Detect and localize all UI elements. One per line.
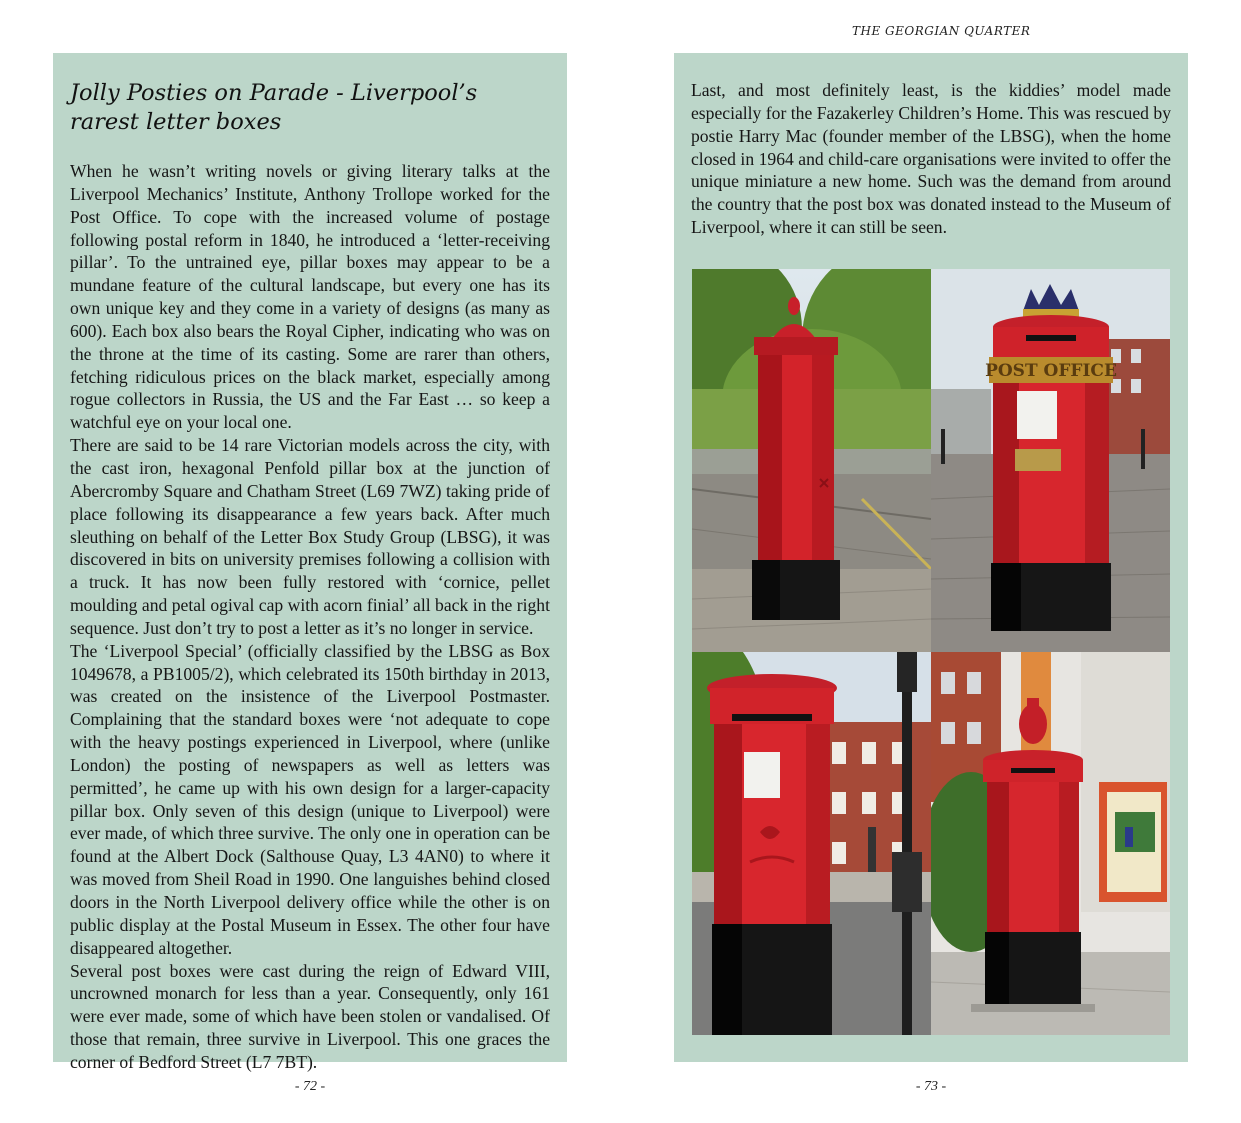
paragraph-kiddies-model: Last, and most definitely least, is the kiddies’ model made especially for the Fazakerley Children’s Home. This was rescued by postie Harry Mac (founder member of the LBSG), when the home closed in 1964 and child-care organisations were invited to offer the unique miniature a new home. Such was the demand from around the country that the post box was donated instead to the Museum of Liverpool, where it can still be seen.	[691, 80, 1171, 238]
paragraph-trollope: When he wasn’t writing novels or giving literary talks at the Liverpool Mechanics’ Institute, Anthony Trollope worked for the Post Office. To cope with the increased volume of postage following postal reform in 1840, he introduced a ‘letter-receiving pillar’. To the untrained eye, pillar boxes may appear to be a mundane feature of the cultural landscape, but every one has its own unique key and they come in a variety of designs (as many as 600). Each box also bears the Royal Cipher, indicating who was on the throne at the time of its casting. Some are rarer than others, fetching ridiculous prices on the black market, especially among rogue collectors in Russia, the US and the Far East … so keep a watchful eye on your local one.	[70, 161, 550, 433]
right-page-body	[691, 79, 1171, 239]
page-number-left: - 72 -	[294, 1079, 326, 1094]
left-page-panel	[53, 53, 567, 1072]
photo-sign-text: POST OFFICE	[985, 361, 1117, 381]
right-page-panel	[674, 53, 1188, 1062]
postbox-photo-grid	[692, 269, 1170, 1035]
paragraph-liverpool-special: The ‘Liverpool Special’ (officially classified by the LBSG as Box 1049678, a PB1005/2), which celebrated its 150th birthday in 2013, was created on the insistence of the Liverpool Postmaster. Complaining that the standard boxes were ‘not adequate to cope with the heavy postings experienced in Liverpool, where (unlike London) the posting of newspapers as well as letters was permitted’, he came up with his own design for a larger-capacity pillar box. Only seven of this design (unique to Liverpool) were ever made, of which three survive. The only one in operation can be found at the Albert Dock (Salthouse Quay, L3 4AN0) to where it was moved from Sheil Road in 1990. One languishes behind closed doors in the North Liverpool delivery office while the other is on public display at the Postal Museum in Essex. The other four have disappeared altogether.	[70, 640, 550, 958]
running-header: THE GEORGIAN QUARTER	[852, 24, 1031, 38]
paragraph-edward-viii: Several post boxes were cast during the reign of Edward VIII, uncrowned monarch for less than a year. Consequently, only 161 were ever made, some of which have been stolen or vandalised. Of those that remain, three survive in Liverpool. This one graces the corner of Bedford Street (L7 7BT).	[70, 960, 550, 1072]
article-title: Jolly Posties on Parade - Liverpool’s rarest letter boxes	[70, 80, 478, 135]
left-page-body	[70, 160, 550, 1074]
photo-childrens-home-postbox	[931, 652, 1170, 1035]
photo-edward-viii-postbox	[692, 652, 931, 1035]
photo-penfold-postbox	[692, 269, 931, 652]
paragraph-victorian-models: There are said to be 14 rare Victorian models across the city, with the cast iron, hexagonal Penfold pillar box at the junction of Abercromby Square and Chatham Street (L69 7WZ) taking pride of place following its disappearance a few years back. After much sleuthing on behalf of the Letter Box Study Group (LBSG), it was discovered in bits on university premises following a collision with a truck. It has now been fully restored with ‘cornice, pellet moulding and petal ogival cap with acorn finial’ all back in the right sequence. Just don’t try to post a letter as it’s no longer in service.	[70, 435, 550, 638]
page-number-right: - 73 -	[915, 1079, 947, 1094]
photo-liverpool-special-postbox	[931, 269, 1170, 652]
